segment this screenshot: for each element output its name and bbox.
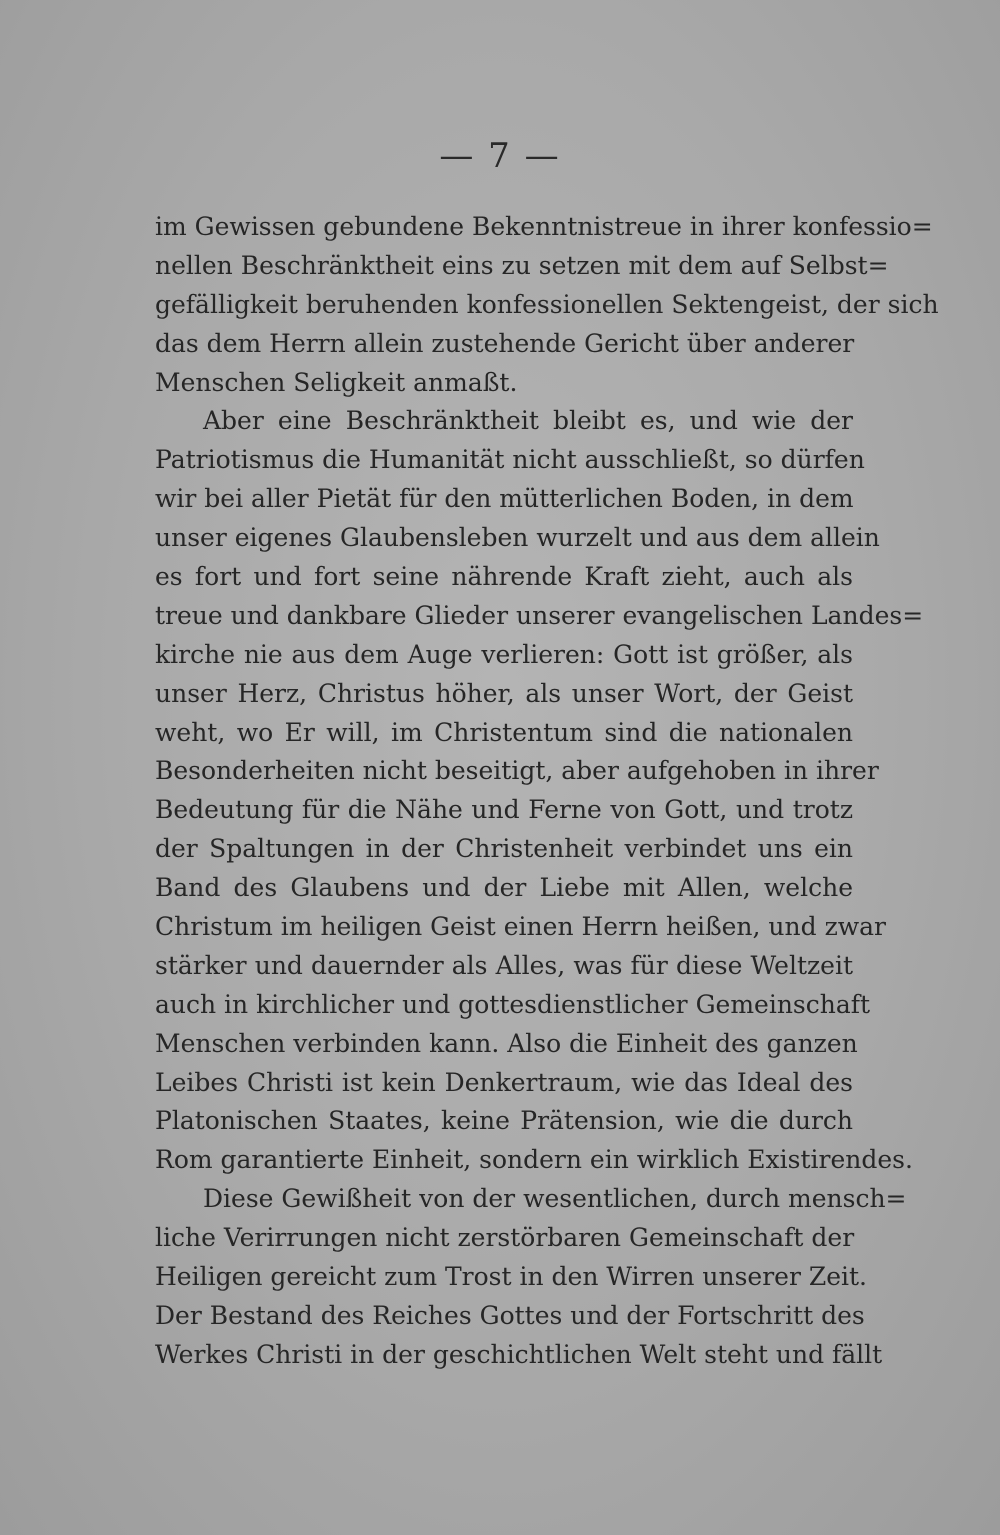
text-line: Besonderheiten nicht beseitigt, aber aufgehoben in ihrer: [155, 756, 879, 786]
body-text: [155, 208, 939, 1375]
text-line: Menschen Seligkeit anmaßt.: [155, 367, 518, 397]
text-line: unser Herz, Christus höher, als unser Wort, der Geist: [155, 678, 853, 708]
text-line: Menschen verbinden kann. Also die Einheit des ganzen: [155, 1028, 858, 1058]
text-line: es fort und fort seine nährende Kraft zieht, auch als: [155, 562, 853, 592]
text-line: Bedeutung für die Nähe und Ferne von Gott, und trotz: [155, 795, 853, 825]
text-line: wir bei aller Pietät für den mütterlichen Boden, in dem: [155, 484, 854, 514]
text-line: Heiligen gereicht zum Trost in den Wirren unserer Zeit.: [155, 1262, 867, 1292]
text-line: nellen Beschränktheit eins zu setzen mit dem auf Selbst=: [155, 250, 889, 280]
text-line: Aber eine Beschränktheit bleibt es, und wie der: [203, 406, 853, 436]
text-line: Werkes Christi in der geschichtlichen Welt steht und fällt: [155, 1339, 883, 1369]
text-line: Patriotismus die Humanität nicht ausschließt, so dürfen: [155, 445, 865, 475]
text-line: Platonischen Staates, keine Prätension, wie die durch: [155, 1106, 853, 1136]
text-line: Der Bestand des Reiches Gottes und der Fortschritt des: [155, 1300, 865, 1330]
text-line: auch in kirchlicher und gottesdienstlicher Gemeinschaft: [155, 989, 871, 1019]
text-line: treue und dankbare Glieder unserer evangelischen Landes=: [155, 600, 924, 630]
page-number: — 7 —: [439, 136, 561, 176]
text-line: Band des Glaubens und der Liebe mit Allen, welche: [155, 873, 853, 903]
text-line: gefälligkeit beruhenden konfessionellen Sektengeist, der sich: [155, 289, 939, 319]
text-line: liche Verirrungen nicht zerstörbaren Gemeinschaft der: [155, 1223, 855, 1253]
text-line: kirche nie aus dem Auge verlieren: Gott ist größer, als: [155, 639, 853, 669]
text-line: stärker und dauernder als Alles, was für diese Weltzeit: [155, 950, 853, 980]
text-line: Christum im heiligen Geist einen Herrn heißen, und zwar: [155, 912, 887, 942]
text-line: Rom garantierte Einheit, sondern ein wirklich Existirendes.: [155, 1145, 913, 1175]
text-line: Leibes Christi ist kein Denkertraum, wie das Ideal des: [155, 1067, 853, 1097]
text-line: im Gewissen gebundene Bekenntnistreue in ihrer konfessio=: [155, 212, 933, 241]
text-line: weht, wo Er will, im Christentum sind die nationalen: [155, 717, 853, 747]
text-line: der Spaltungen in der Christenheit verbindet uns ein: [155, 834, 853, 864]
text-line: Diese Gewißheit von der wesentlichen, durch mensch=: [203, 1184, 907, 1214]
text-line: unser eigenes Glaubensleben wurzelt und aus dem allein: [155, 523, 880, 553]
text-line: das dem Herrn allein zustehende Gericht über anderer: [155, 328, 855, 358]
